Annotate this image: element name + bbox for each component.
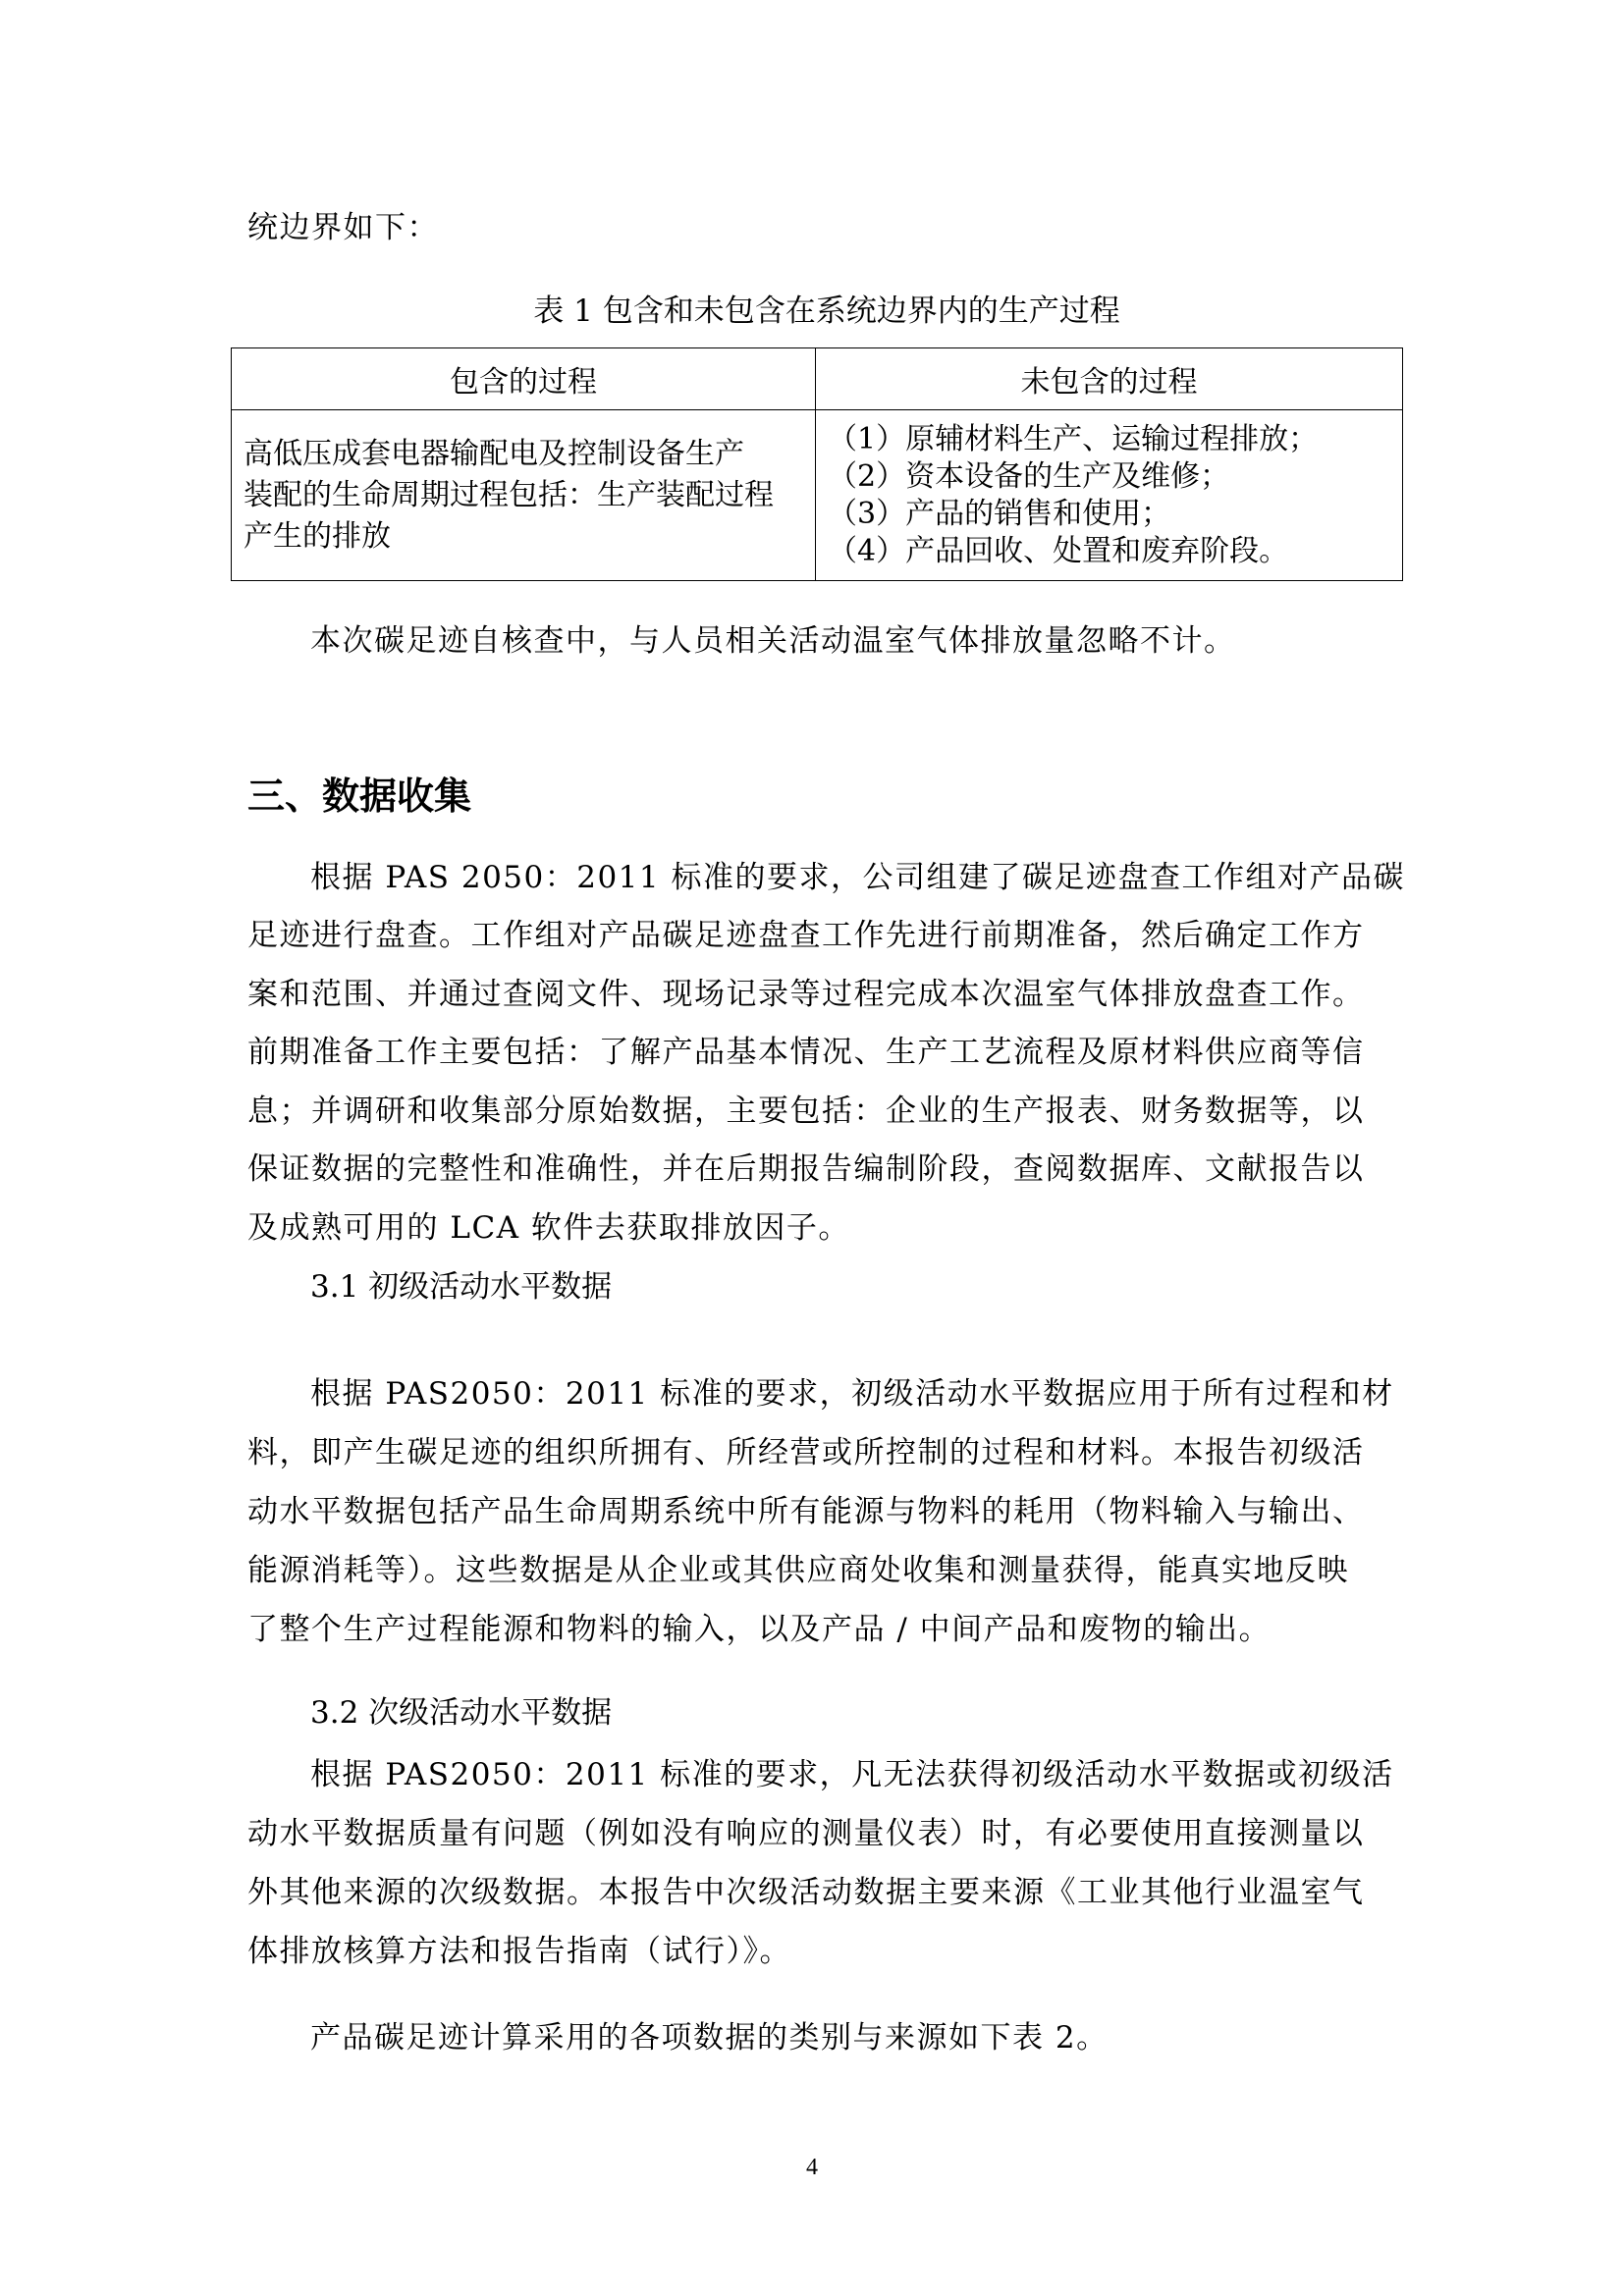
- paragraph-line: 根据 PAS2050：2011 标准的要求，初级活动水平数据应用于所有过程和材: [310, 1376, 1394, 1412]
- header-included: 包含的过程: [232, 348, 816, 410]
- included-line: 装配的生命周期过程包括：生产装配过程: [244, 477, 774, 512]
- note-paragraph: 本次碳足迹自核查中，与人员相关活动温室气体排放量忽略不计。: [310, 623, 1236, 659]
- paragraph-line: 根据 PAS 2050：2011 标准的要求，公司组建了碳足迹盘查工作组对产品碳: [310, 860, 1405, 895]
- paragraph-line: 足迹进行盘查。工作组对产品碳足迹盘查工作先进行前期准备，然后确定工作方: [247, 918, 1365, 953]
- included-cell: [232, 410, 816, 581]
- paragraph-line: 息；并调研和收集部分原始数据，主要包括：企业的生产报表、财务数据等，以: [247, 1094, 1365, 1129]
- process-table: [231, 347, 1403, 581]
- section-title: 三、数据收集: [247, 774, 472, 818]
- page-number: 4: [806, 2155, 818, 2180]
- subsection-title: 3.2 次级活动水平数据: [310, 1695, 613, 1731]
- table-header-row: [232, 348, 1403, 410]
- closing-paragraph: 产品碳足迹计算采用的各项数据的类别与来源如下表 2。: [310, 2020, 1109, 2056]
- included-line: 高低压成套电器输配电及控制设备生产: [244, 436, 744, 471]
- paragraph-line: 动水平数据质量有问题（例如没有响应的测量仪表）时，有必要使用直接测量以: [247, 1816, 1365, 1851]
- paragraph-line: 了整个生产过程能源和物料的输入，以及产品 / 中间产品和废物的输出。: [247, 1612, 1272, 1647]
- paragraph-line: 案和范围、并通过查阅文件、现场记录等过程完成本次温室气体排放盘查工作。: [247, 977, 1365, 1012]
- paragraph-line: 能源消耗等）。这些数据是从企业或其供应商处收集和测量获得，能真实地反映: [247, 1553, 1349, 1588]
- paragraph-line: 保证数据的完整性和准确性，并在后期报告编制阶段，查阅数据库、文献报告以: [247, 1151, 1365, 1187]
- subsection-title: 3.1 初级活动水平数据: [310, 1269, 613, 1305]
- paragraph-line: 料，即产生碳足迹的组织所拥有、所经营或所控制的过程和材料。本报告初级活: [247, 1435, 1365, 1470]
- paragraph-line: 根据 PAS2050：2011 标准的要求，凡无法获得初级活动水平数据或初级活: [310, 1757, 1394, 1792]
- intro-line: 统边界如下：: [247, 210, 439, 245]
- paragraph-line: 外其他来源的次级数据。本报告中次级活动数据主要来源《工业其他行业温室气: [247, 1875, 1365, 1910]
- table-row: [232, 410, 1403, 581]
- excluded-line: （1）原辅材料生产、运输过程排放；: [828, 421, 1319, 456]
- paragraph-line: 体排放核算方法和报告指南（试行）》。: [247, 1934, 791, 1969]
- excluded-line: （2）资本设备的生产及维修；: [828, 458, 1230, 494]
- paragraph-line: 动水平数据包括产品生命周期系统中所有能源与物料的耗用（物料输入与输出、: [247, 1494, 1365, 1529]
- header-excluded: 未包含的过程: [816, 348, 1403, 410]
- paragraph-line: 前期准备工作主要包括：了解产品基本情况、生产工艺流程及原材料供应商等信: [247, 1035, 1365, 1070]
- table-caption: 表 1 包含和未包含在系统边界内的生产过程: [533, 294, 1120, 329]
- excluded-line: （3）产品的销售和使用；: [828, 496, 1171, 531]
- paragraph-line: 及成熟可用的 LCA 软件去获取排放因子。: [247, 1210, 850, 1246]
- included-line: 产生的排放: [244, 518, 391, 554]
- excluded-line: （4）产品回收、处置和废弃阶段。: [828, 533, 1289, 568]
- excluded-cell: [816, 410, 1403, 581]
